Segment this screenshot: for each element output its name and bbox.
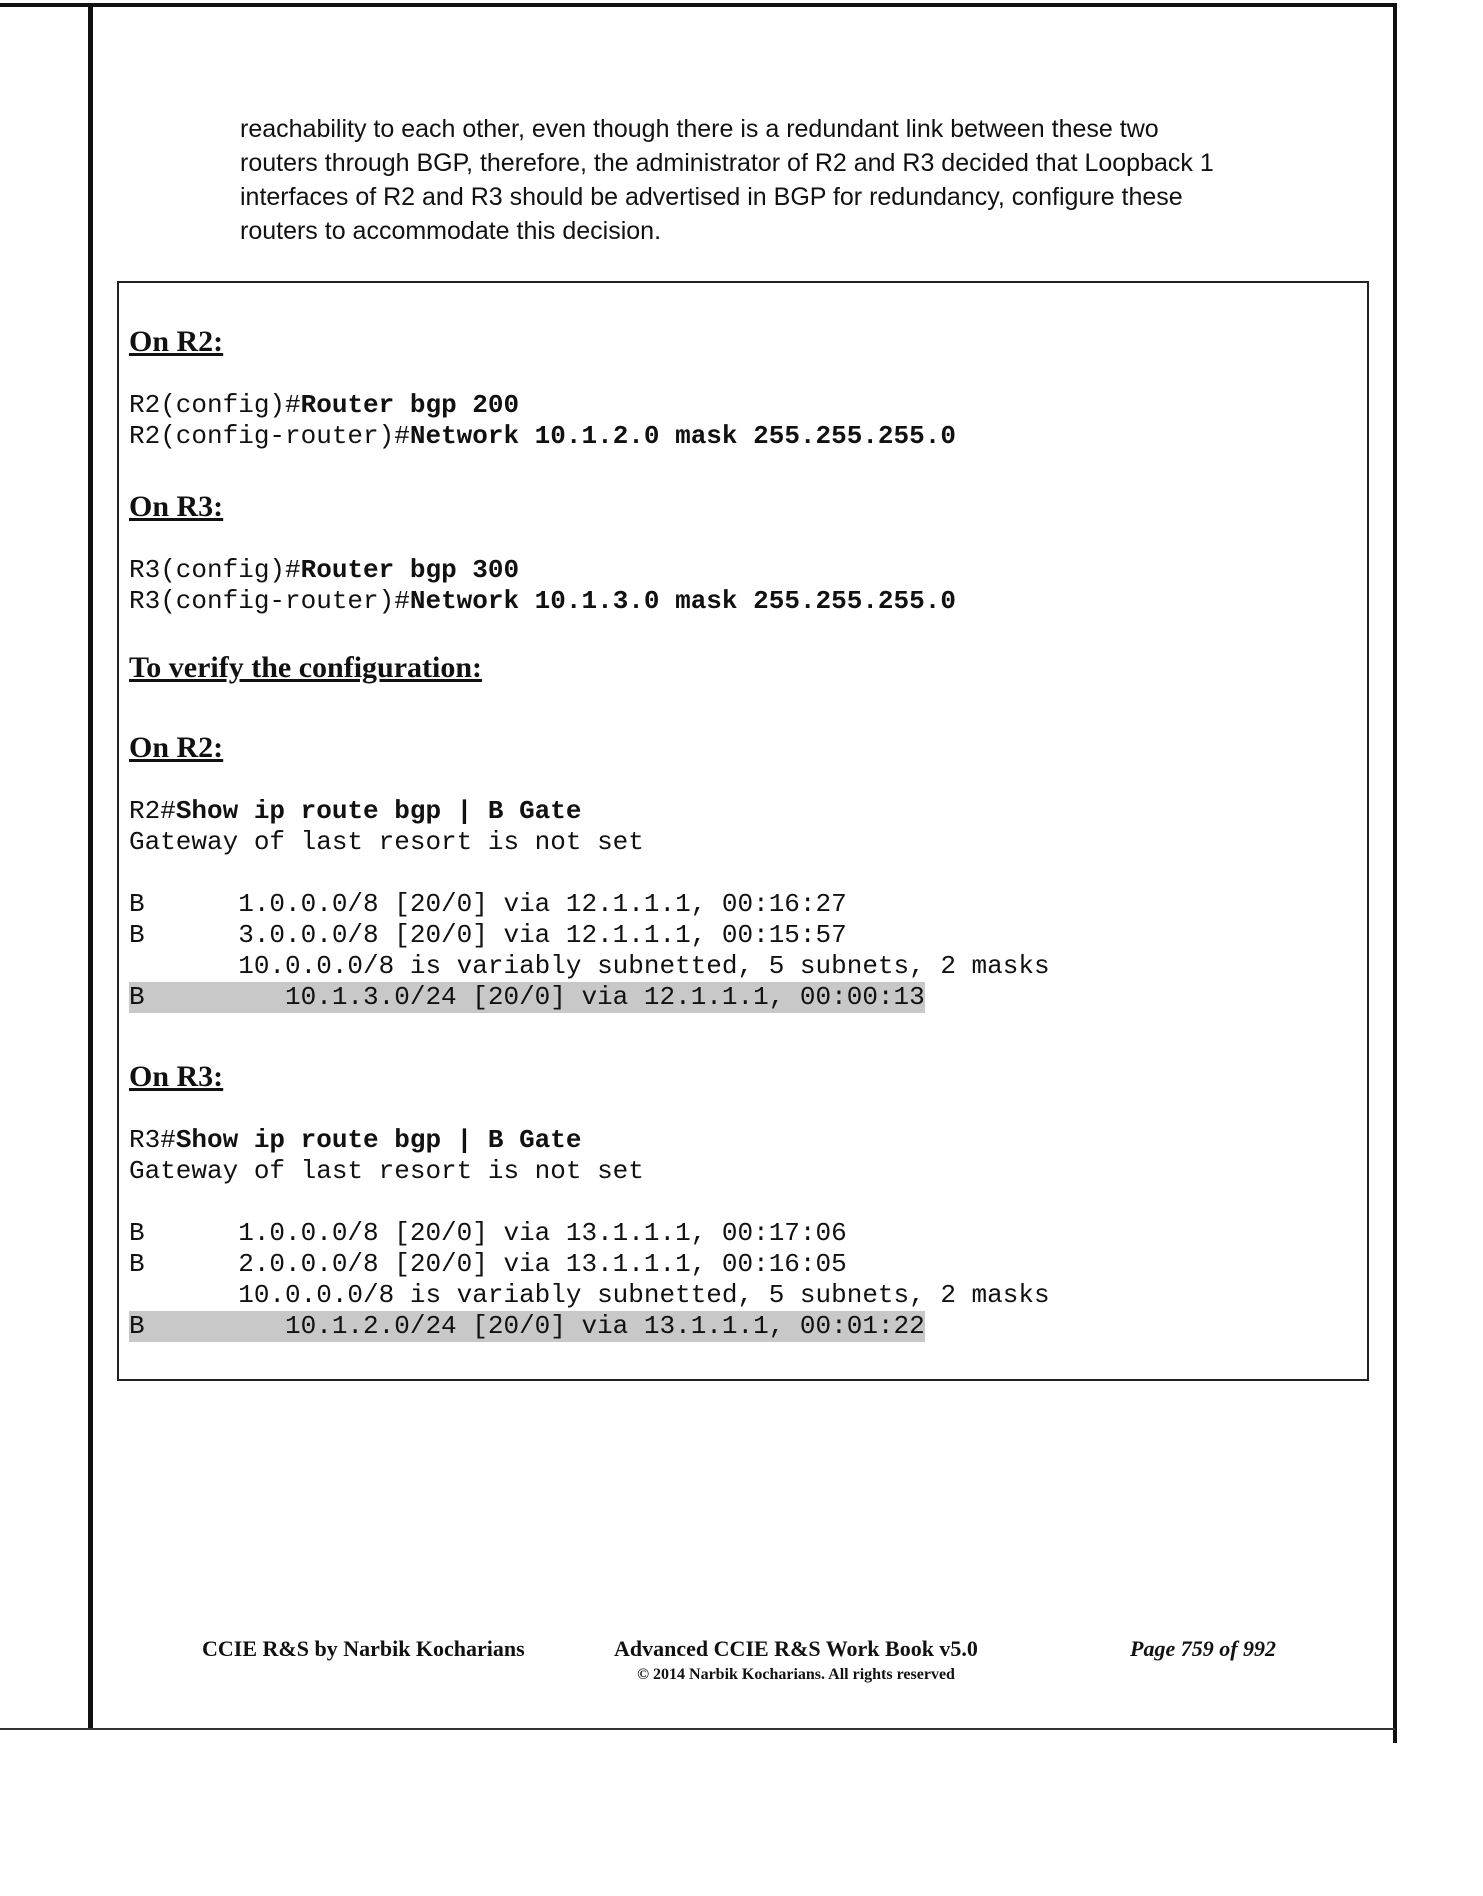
- intro-line: routers to accommodate this decision.: [240, 217, 662, 245]
- command: Network 10.1.3.0 mask 255.255.255.0: [409, 586, 956, 616]
- heading-config-r2: On R2:: [129, 325, 224, 358]
- intro-line: interfaces of R2 and R3 should be advertised in BGP for redundancy, configure these: [240, 183, 1183, 211]
- route-line: B 1.0.0.0/8 [20/0] via 13.1.1.1, 00:17:06: [129, 1218, 847, 1248]
- heading-verify: To verify the configuration:: [129, 651, 483, 684]
- solution-box: [117, 281, 1369, 1381]
- heading-verify-r2: On R2:: [129, 731, 224, 764]
- route-line: B 3.0.0.0/8 [20/0] via 12.1.1.1, 00:15:57: [129, 920, 847, 950]
- route-line: 10.0.0.0/8 is variably subnetted, 5 subnets, 2 masks: [129, 1280, 1050, 1310]
- intro-line: reachability to each other, even though there is a redundant link between these two: [240, 115, 1159, 143]
- gateway-line: Gateway of last resort is not set: [129, 1156, 644, 1186]
- footer-book-title: Advanced CCIE R&S Work Book v5.0: [614, 1636, 978, 1661]
- verify-r2-output: [129, 796, 1050, 1013]
- gateway-line: Gateway of last resort is not set: [129, 827, 644, 857]
- left-border: [88, 5, 93, 1728]
- footer-title: [586, 1636, 1006, 1684]
- route-line: B 2.0.0.0/8 [20/0] via 13.1.1.1, 00:16:05: [129, 1249, 847, 1279]
- config-r2-block: [129, 390, 956, 452]
- config-r3-block: [129, 555, 956, 617]
- intro-paragraph: [240, 112, 1250, 248]
- command: Show ip route bgp | B Gate: [175, 796, 582, 826]
- top-border: [0, 3, 1395, 7]
- page-number: Page 759 of 992: [1130, 1636, 1277, 1661]
- footer-author: CCIE R&S by Narbik Kocharians: [202, 1636, 525, 1661]
- verify-r3-output: [129, 1125, 1050, 1342]
- command: Router bgp 300: [300, 555, 520, 585]
- prompt: R2(config)#: [129, 390, 301, 420]
- prompt: R3(config)#: [129, 555, 301, 585]
- heading-verify-r3: On R3:: [129, 1060, 224, 1093]
- prompt: R2(config-router)#: [129, 421, 410, 451]
- footer-copyright: © 2014 Narbik Kocharians. All rights reserved: [637, 1666, 955, 1683]
- command: Network 10.1.2.0 mask 255.255.255.0: [409, 421, 956, 451]
- prompt: R2#: [129, 796, 176, 826]
- bottom-border: [0, 1728, 1395, 1730]
- prompt: R3#: [129, 1125, 176, 1155]
- highlighted-route: B 10.1.2.0/24 [20/0] via 13.1.1.1, 00:01:22: [129, 1311, 925, 1341]
- right-border: [1393, 3, 1397, 1743]
- heading-config-r3: On R3:: [129, 490, 224, 523]
- highlighted-route: B 10.1.3.0/24 [20/0] via 12.1.1.1, 00:00:13: [129, 982, 925, 1012]
- command: Show ip route bgp | B Gate: [175, 1125, 582, 1155]
- route-line: B 1.0.0.0/8 [20/0] via 12.1.1.1, 00:16:27: [129, 889, 847, 919]
- route-line: 10.0.0.0/8 is variably subnetted, 5 subnets, 2 masks: [129, 951, 1050, 981]
- prompt: R3(config-router)#: [129, 586, 410, 616]
- command: Router bgp 200: [300, 390, 520, 420]
- intro-line: routers through BGP, therefore, the administrator of R2 and R3 decided that Loopback 1: [240, 149, 1214, 177]
